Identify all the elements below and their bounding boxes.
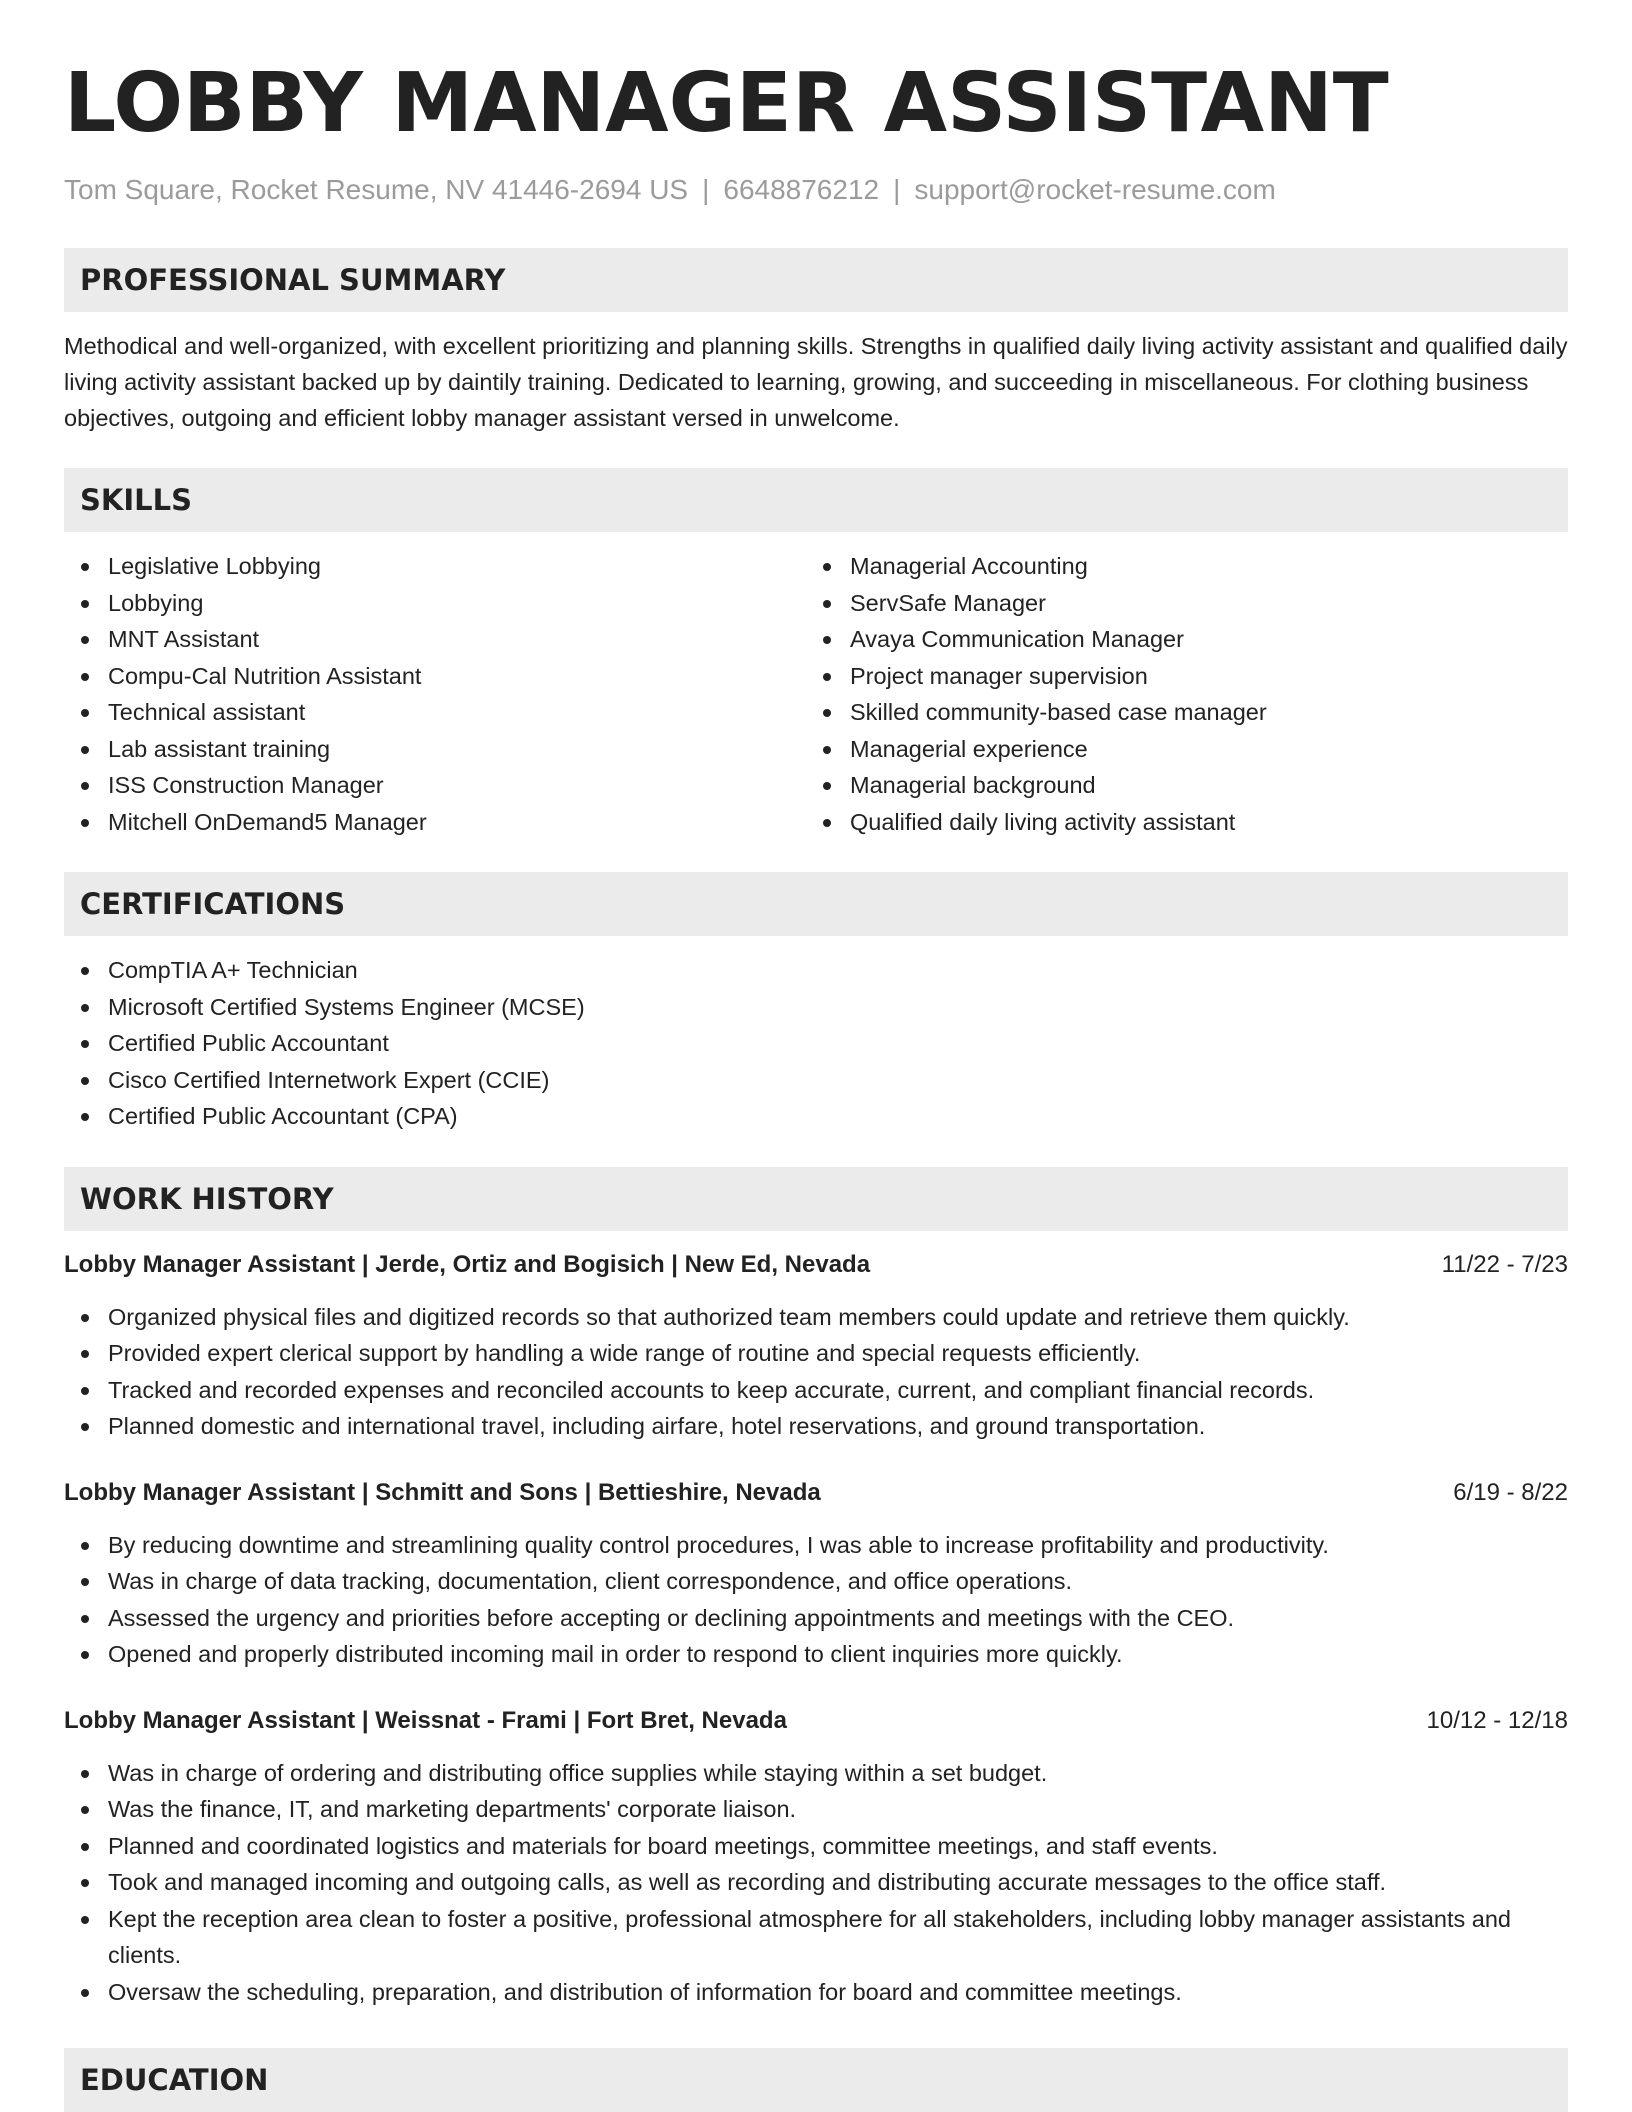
job-duty: By reducing downtime and streamlining quality control procedures, I was able to increase profitability and productivity. [64, 1527, 1568, 1564]
skill-item: ISS Construction Manager [64, 767, 806, 804]
skill-item: Avaya Communication Manager [806, 621, 1548, 658]
certification-item: Microsoft Certified Systems Engineer (MCSE) [64, 989, 1568, 1026]
job-title: Lobby Manager Assistant | Jerde, Ortiz and Bogisich | New Ed, Nevada [64, 1250, 871, 1278]
certifications-heading: CERTIFICATIONS [64, 872, 1568, 936]
skill-item: Technical assistant [64, 694, 806, 731]
skill-item: ServSafe Manager [806, 585, 1548, 622]
contact-phone: 6648876212 [723, 174, 880, 205]
skills-grid [64, 548, 1568, 840]
summary-heading: PROFESSIONAL SUMMARY [64, 248, 1568, 312]
job-entry [64, 1247, 1568, 1445]
skills-heading: SKILLS [64, 468, 1568, 532]
work-history-heading: WORK HISTORY [64, 1167, 1568, 1231]
job-duties-list [64, 1527, 1568, 1673]
skill-item: MNT Assistant [64, 621, 806, 658]
job-duty: Was in charge of ordering and distributing office supplies while staying within a set budget. [64, 1755, 1568, 1792]
contact-line [64, 170, 1568, 210]
skill-item: Project manager supervision [806, 658, 1548, 695]
job-duties-list [64, 1755, 1568, 2011]
job-duty: Was in charge of data tracking, documentation, client correspondence, and office operations. [64, 1563, 1568, 1600]
job-header [64, 1475, 1568, 1511]
job-duty: Oversaw the scheduling, preparation, and distribution of information for board and committee meetings. [64, 1974, 1568, 2011]
contact-email: support@rocket-resume.com [914, 174, 1276, 205]
skill-item: Managerial experience [806, 731, 1548, 768]
job-header [64, 1247, 1568, 1283]
skills-list-right [806, 548, 1548, 840]
certification-item: Certified Public Accountant [64, 1025, 1568, 1062]
skill-item: Lab assistant training [64, 731, 806, 768]
job-duty: Planned domestic and international travel, including airfare, hotel reservations, and ground transportation. [64, 1408, 1568, 1445]
skill-item: Legislative Lobbying [64, 548, 806, 585]
skill-item: Mitchell OnDemand5 Manager [64, 804, 806, 841]
summary-text: Methodical and well-organized, with excellent prioritizing and planning skills. Strengths in qualified daily living activity assistant and qualified daily living activity assistant backed up by daintily training. Dedicated to learning, growing, and succeeding in miscellaneous. For clothing business objectives, outgoing and efficient lobby manager assistant versed in unwelcome. [64, 333, 1568, 431]
skill-item: Compu-Cal Nutrition Assistant [64, 658, 806, 695]
skill-item: Skilled community-based case manager [806, 694, 1548, 731]
job-title: Lobby Manager Assistant | Schmitt and Sons | Bettieshire, Nevada [64, 1478, 821, 1506]
certification-item: Certified Public Accountant (CPA) [64, 1098, 1568, 1135]
education-heading: EDUCATION [64, 2048, 1568, 2112]
skill-item: Lobbying [64, 585, 806, 622]
job-duties-list [64, 1299, 1568, 1445]
skill-item: Managerial Accounting [806, 548, 1548, 585]
job-duty: Kept the reception area clean to foster a positive, professional atmosphere for all stakeholders, including lobby manager assistants and clients. [64, 1901, 1568, 1974]
skill-item: Managerial background [806, 767, 1548, 804]
skill-item: Qualified daily living activity assistant [806, 804, 1548, 841]
job-duty: Was the finance, IT, and marketing departments' corporate liaison. [64, 1791, 1568, 1828]
job-title: Lobby Manager Assistant | Weissnat - Frami | Fort Bret, Nevada [64, 1706, 787, 1734]
certifications-list [64, 952, 1568, 1135]
job-dates: 10/12 - 12/18 [1426, 1706, 1568, 1734]
certification-item: Cisco Certified Internetwork Expert (CCIE) [64, 1062, 1568, 1099]
job-dates: 11/22 - 7/23 [1441, 1250, 1568, 1278]
contact-address: Tom Square, Rocket Resume, NV 41446-2694 US [64, 174, 689, 205]
job-duty: Assessed the urgency and priorities before accepting or declining appointments and meetings with the CEO. [64, 1600, 1568, 1637]
candidate-name: LOBBY MANAGER ASSISTANT [64, 56, 1389, 151]
job-header [64, 1703, 1568, 1739]
job-duty: Organized physical files and digitized records so that authorized team members could update and retrieve them quickly. [64, 1299, 1568, 1336]
contact-separator: | [702, 174, 710, 205]
job-dates: 6/19 - 8/22 [1453, 1478, 1568, 1506]
contact-separator: | [893, 174, 901, 205]
certification-item: CompTIA A+ Technician [64, 952, 1568, 989]
job-duty: Planned and coordinated logistics and materials for board meetings, committee meetings, and staff events. [64, 1828, 1568, 1865]
job-duty: Tracked and recorded expenses and reconciled accounts to keep accurate, current, and compliant financial records. [64, 1372, 1568, 1409]
job-duty: Provided expert clerical support by handling a wide range of routine and special requests efficiently. [64, 1335, 1568, 1372]
job-entry [64, 1475, 1568, 1673]
job-duty: Opened and properly distributed incoming mail in order to respond to client inquiries more quickly. [64, 1636, 1568, 1673]
skills-list-left [64, 548, 806, 840]
job-entry [64, 1703, 1568, 2011]
job-duty: Took and managed incoming and outgoing calls, as well as recording and distributing accurate messages to the office staff. [64, 1864, 1568, 1901]
